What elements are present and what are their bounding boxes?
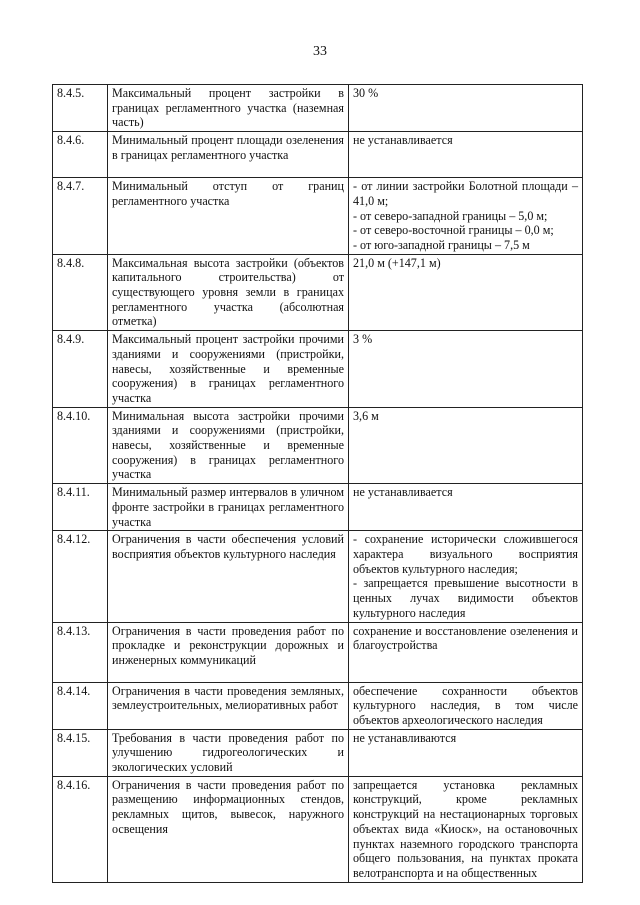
row-value (349, 85, 583, 132)
table-row (53, 622, 583, 682)
value-line: сохранение и восстановление озеленения и благоустройства (353, 623, 578, 653)
value-line: - сохранение исторически сложившегося характера визуального восприятия объектов культурного наследия; (353, 532, 578, 576)
row-number: 8.4.12. (53, 531, 108, 622)
row-value (349, 682, 583, 729)
value-line: запрещается установка рекламных конструкций, кроме рекламных конструкций на нестационарных торговых объектах вида «Киоск», на остановочных пунктах наземного городского транспорта общего пользования, на пунктах проката велотранспорта и на общественных (353, 777, 578, 880)
row-number: 8.4.14. (53, 682, 108, 729)
value-line: - от северо-восточной границы – 0,0 м; (353, 223, 554, 238)
value-line: не устанавливается (353, 485, 453, 500)
value-line: обеспечение сохранности объектов культурного наследия, в том числе объектов археологического наследия (353, 683, 578, 727)
value-line: 30 % (353, 86, 379, 100)
value-line: не устанавливается (353, 133, 453, 148)
value-line: - от северо-западной границы – 5,0 м; (353, 208, 548, 223)
row-parameter: Минимальный отступ от границ регламентного участка (108, 178, 349, 255)
table-row (53, 85, 583, 132)
table-row (53, 254, 583, 331)
row-parameter: Минимальная высота застройки прочими зданиями и сооружениями (пристройки, навесы, хозяйственные и временные сооружения) в границах регламентного участка (108, 407, 349, 484)
table-row (53, 407, 583, 484)
value-line: - от линии застройки Болотной площади – 41,0 м; (353, 179, 578, 208)
row-value (349, 729, 583, 776)
row-number: 8.4.5. (53, 85, 108, 132)
regulation-table (52, 84, 583, 883)
row-parameter: Ограничения в части проведения работ по размещению информационных стендов, рекламных щитов, вывесок, наружного освещения (108, 776, 349, 882)
row-number: 8.4.9. (53, 331, 108, 408)
page-number: 33 (313, 44, 327, 59)
row-parameter: Ограничения в части проведения земляных, землеустроительных, мелиоративных работ (108, 682, 349, 729)
value-line: 21,0 м (+147,1 м) (353, 255, 441, 270)
table-row (53, 331, 583, 408)
table-row (53, 682, 583, 729)
value-line: - запрещается превышение высотности в ценных лучах видимости объектов культурного наследия (353, 576, 578, 620)
row-parameter: Ограничения в части проведения работ по прокладке и реконструкции дорожных и инженерных коммуникаций (108, 622, 349, 682)
table-row (53, 484, 583, 531)
table-row (53, 776, 583, 882)
row-value (349, 254, 583, 331)
table-row (53, 729, 583, 776)
row-value (349, 776, 583, 882)
row-number: 8.4.10. (53, 407, 108, 484)
row-number: 8.4.6. (53, 132, 108, 178)
row-value (349, 407, 583, 484)
row-value (349, 484, 583, 531)
row-parameter: Минимальный размер интервалов в уличном фронте застройки в границах регламентного участка (108, 484, 349, 531)
row-value (349, 622, 583, 682)
row-number: 8.4.16. (53, 776, 108, 882)
row-number: 8.4.7. (53, 178, 108, 255)
table-row (53, 178, 583, 255)
row-number: 8.4.15. (53, 729, 108, 776)
row-value (349, 178, 583, 255)
row-value (349, 132, 583, 178)
row-value (349, 331, 583, 408)
row-number: 8.4.8. (53, 254, 108, 331)
row-parameter: Максимальный процент застройки в границах регламентного участка (наземная часть) (108, 85, 349, 132)
row-parameter: Требования в части проведения работ по улучшению гидрогеологических и экологических условий (108, 729, 349, 776)
value-line: не устанавливаются (353, 730, 457, 745)
row-value (349, 531, 583, 622)
value-line: - от юго-западной границы – 7,5 м (353, 237, 530, 252)
value-line: 3,6 м (353, 408, 379, 423)
row-parameter: Ограничения в части обеспечения условий восприятия объектов культурного наследия (108, 531, 349, 622)
row-number: 8.4.13. (53, 622, 108, 682)
row-parameter: Максимальный процент застройки прочими зданиями и сооружениями (пристройки, навесы, хозяйственные и временные сооружения) в границах регламентного участка (108, 331, 349, 408)
row-parameter: Минимальный процент площади озеленения в границах регламентного участка (108, 132, 349, 178)
table-row (53, 132, 583, 178)
row-parameter: Максимальная высота застройки (объектов капитального строительства) от существующего уровня земли в границах регламентного участка (абсолютная отметка) (108, 254, 349, 331)
row-number: 8.4.11. (53, 484, 108, 531)
value-line: 3 % (353, 332, 373, 347)
table-row (53, 531, 583, 622)
regulation-table-body (53, 85, 583, 883)
